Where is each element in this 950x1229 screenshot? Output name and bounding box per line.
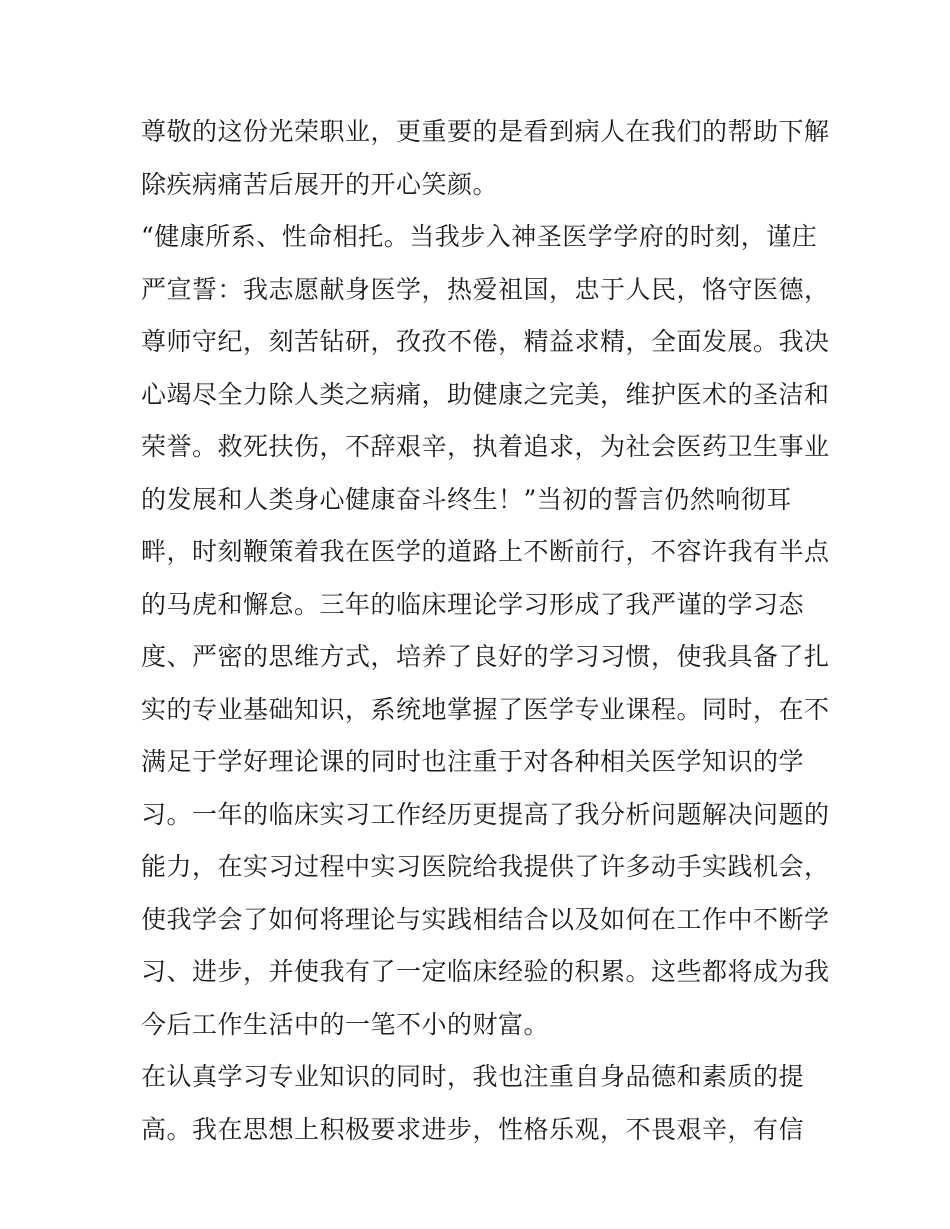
text-line: 心竭尽全力除人类之病痛，助健康之完美，维护医术的圣洁和 <box>141 379 830 409</box>
body-text <box>141 106 841 1156</box>
text-line: 度、严密的思维方式，培养了良好的学习习惯，使我具备了扎 <box>141 642 830 671</box>
text-line: 在认真学习专业知识的同时，我也注重自身品德和素质的提 <box>141 1062 805 1091</box>
text-line: 使我学会了如何将理论与实践相结合以及如何在工作中不断学 <box>141 904 830 934</box>
text-line: 尊师守纪，刻苦钻研，孜孜不倦，精益求精，全面发展。我决 <box>141 327 830 356</box>
text-line: 严宣誓：我志愿献身医学，热爱祖国，忠于人民，恪守医德， <box>141 274 830 304</box>
text-line: 的发展和人类身心健康奋斗终生！”当初的誓言仍然响彻耳 <box>141 484 792 514</box>
text-line: 除疾病痛苦后展开的开心笑颜。 <box>141 169 499 199</box>
text-line: 实的专业基础知识，系统地掌握了医学专业课程。同时，在不 <box>141 694 830 724</box>
text-line: 尊敬的这份光荣职业，更重要的是看到病人在我们的帮助下解 <box>141 117 830 146</box>
text-line: 习、进步，并使我有了一定临床经验的积累。这些都将成为我 <box>141 957 830 986</box>
text-line: 的马虎和懈怠。三年的临床理论学习形成了我严谨的学习态 <box>141 589 805 619</box>
text-line: 高。我在思想上积极要求进步，性格乐观，不畏艰辛，有信 <box>141 1114 805 1144</box>
text-line: “健康所系、性命相托。当我步入神圣医学学府的时刻，谨庄 <box>141 222 818 251</box>
text-line: 满足于学好理论课的同时也注重于对各种相关医学知识的学 <box>141 747 805 776</box>
text-line: 习。一年的临床实习工作经历更提高了我分析问题解决问题的 <box>141 799 830 829</box>
text-line: 畔，时刻鞭策着我在医学的道路上不断前行，不容许我有半点 <box>141 537 830 566</box>
text-line: 能力，在实习过程中实习医院给我提供了许多动手实践机会， <box>141 852 830 881</box>
text-line: 荣誉。救死扶伤，不辞艰辛，执着追求，为社会医药卫生事业 <box>141 432 830 461</box>
text-line: 今后工作生活中的一笔不小的财富。 <box>141 1009 550 1039</box>
